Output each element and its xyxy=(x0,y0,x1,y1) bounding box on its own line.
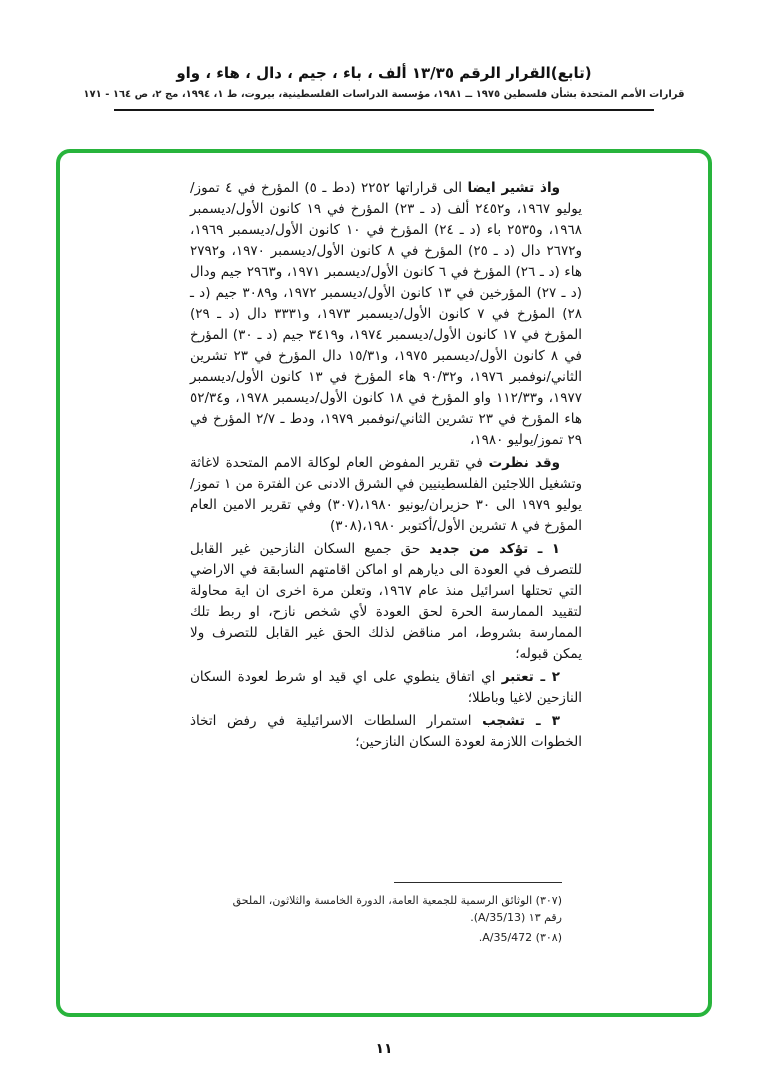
paragraph-text: اي اتفاق ينطوي على اي قيد او شرط لعودة السكان النازحين لاغيا وباطلا؛ xyxy=(190,669,582,706)
paragraph-lead: ٢ ـ تعتبر xyxy=(501,669,561,685)
footnote-separator-rule xyxy=(394,882,562,883)
footnote-307: (٣٠٧) الوثائق الرسمية للجمعية العامة، الدورة الخامسة والثلاثون، الملحق رقم ١٣ (A/35/13). xyxy=(232,894,562,924)
paragraph-lead: ٣ ـ تشجب xyxy=(482,713,561,729)
document-source-line: قرارات الأمم المتحدة بشأن فلسطين ١٩٧٥ ــ ١٩٨١، مؤسسة الدراسات الفلسطينية، بيروت، ط ١، ١٩٩٤، مج ٢، ص ١٦٤ - ١٧١ xyxy=(83,89,685,100)
paragraph-text: الى قراراتها ٢٢٥٢ (دط ـ ٥) المؤرخ في ٤ تموز/يوليو ١٩٦٧، و٢٤٥٢ ألف (د ـ ٢٣) المؤرخ في ١٩ كانون الأول/ديسمبر ١٩٦٨، و٢٥٣٥ باء (د ـ ٢٤) المؤرخ في ١٠ كانون الأول/ديسمبر ١٩٦٩، و٢٦٧٢ دال (د ـ ٢٥) المؤرخ في ٨ كانون الأول/ديسمبر ١٩٧٠، و٢٧٩٢ هاء (د ـ ٢٦) المؤرخ في ٦ كانون الأول/ديسمبر ١٩٧١، و٢٩٦٣ جيم ودال (د ـ ٢٧) المؤرخين في ١٣ كانون الأول/ديسمبر ١٩٧٢، و٣٠٨٩ جيم (د ـ ٢٨) المؤرخ في ٧ كانون الأول/ديسمبر ١٩٧٣، و٣٣٣١ دال (د ـ ٢٩) المؤرخ في ١٧ كانون الأول/ديسمبر ١٩٧٤، و٣٤١٩ جيم (د ـ ٣٠) المؤرخ في ٨ كانون الأول/ديسمبر ١٩٧٥، و١٥/٣١ دال المؤرخ في ٢٣ تشرين الثاني/نوفمبر ١٩٧٦، و٩٠/٣٢ هاء المؤرخ في ١٣ كانون الأول/ديسمبر ١٩٧٧، و١١٢/٣٣ واو المؤرخ في ١٨ كانون الأول/ديسمبر ١٩٧٨، و٥٢/٣٤ هاء المؤرخ في ٢٣ تشرين الثاني/نوفمبر ١٩٧٩، ودط ـ ٢/٧ المؤرخ في ٢٩ تموز/يوليو ١٩٨٠، xyxy=(190,180,583,448)
document-title: (تابع)القرار الرقم ١٣/٣٥ ألف ، باء ، جيم ، دال ، هاء ، واو xyxy=(176,64,592,82)
paragraph-preamble-considered xyxy=(190,453,582,537)
paragraph-operative-1 xyxy=(190,539,582,665)
paragraph-operative-2 xyxy=(190,667,582,709)
page-number: ١١ xyxy=(375,1041,393,1057)
paragraph-lead: ١ ـ تؤكد من جديد xyxy=(429,541,561,557)
paragraph-text: في تقرير المفوض العام لوكالة الامم المتحدة لاغاثة وتشغيل اللاجئين الفلسطينيين في الشرق الادنى عن الفترة من ١ تموز/يوليو ١٩٧٩ الى ٣٠ حزيران/يونيو ١٩٨٠،(٣٠٧) وفي تقرير الامين العام المؤرخ في ٨ تشرين الأول/أكتوبر ١٩٨٠،(٣٠٨) xyxy=(190,455,582,534)
paragraph-lead: وقد نظرت xyxy=(488,455,560,471)
paragraph-operative-3 xyxy=(190,711,582,753)
header-rule xyxy=(114,109,654,111)
body-text xyxy=(190,178,582,755)
paragraph-text: حق جميع السكان النازحين غير القابل للتصرف في العودة الى ديارهم او اماكن اقامتهم السابقة في الاراضي التي تحتلها اسرائيل منذ عام ١٩٦٧، وتعلن مرة اخرى ان اية محاولة لتقييد الممارسة الحرة لحق العودة لأي شخص نازح، او ربط تلك الممارسة بشروط، امر مناقض لذلك الحق غير القابل للتصرف ولا يمكن قبوله؛ xyxy=(190,541,582,662)
paragraph-preamble-recall xyxy=(190,178,582,451)
green-highlight-frame xyxy=(56,149,712,1017)
paragraph-text: استمرار السلطات الاسرائيلية في رفض اتخاذ الخطوات اللازمة لعودة السكان النازحين؛ xyxy=(190,713,582,750)
doc-header xyxy=(0,64,768,111)
footnotes-section xyxy=(230,882,562,949)
paragraph-lead: واذ تشير ايضا xyxy=(467,180,560,196)
footnote-308: (٣٠٨) A/35/472. xyxy=(478,931,562,944)
